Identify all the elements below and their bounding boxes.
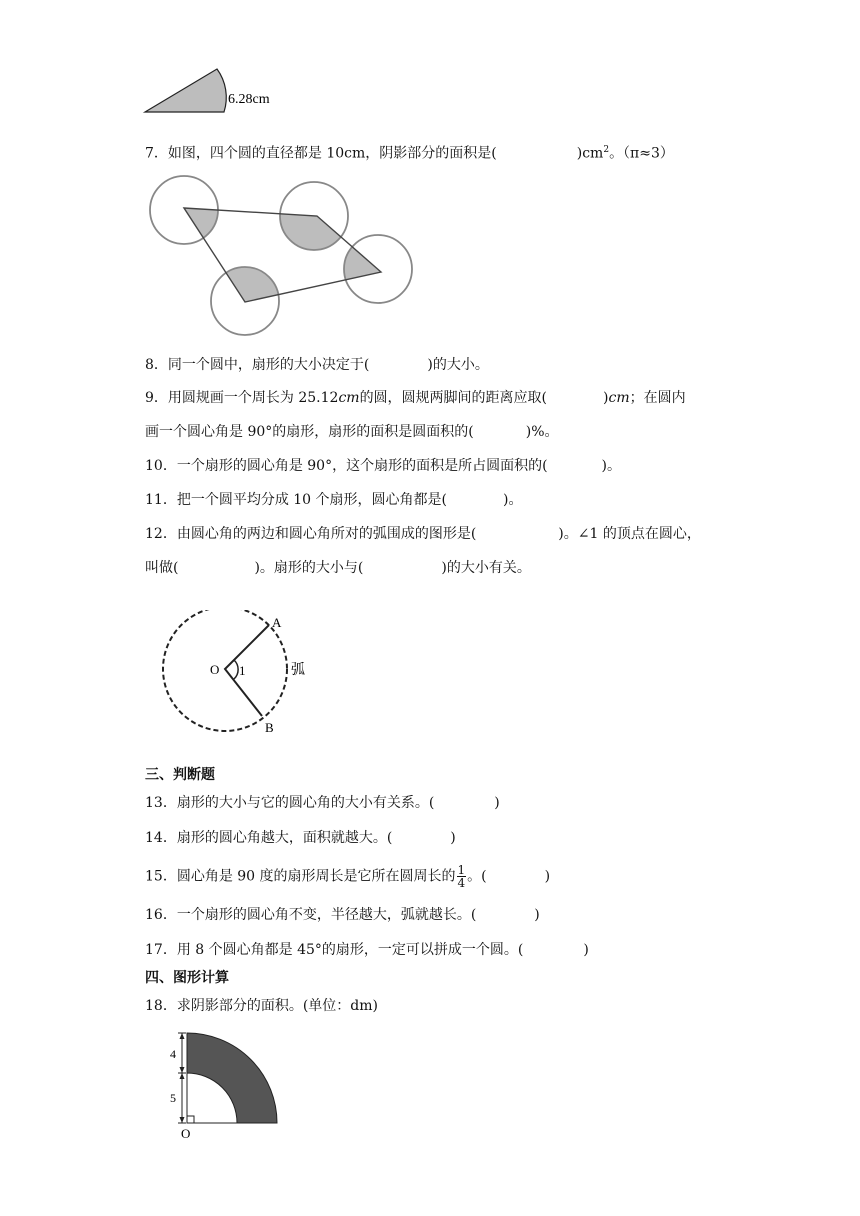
- q16-text-end: ): [534, 907, 540, 923]
- q9-unit: cm: [338, 390, 360, 406]
- sector-figure: [140, 62, 300, 122]
- dim-inner-label: 5: [170, 1091, 176, 1105]
- fraction-one-quarter: [457, 864, 467, 889]
- q17-text: 17．用 8 个圆心角都是 45°的扇形，一定可以拼成一个圆。(: [145, 942, 524, 958]
- q12-text-5: )的大小有关。: [441, 560, 531, 576]
- section-4-heading: 四、图形计算: [145, 970, 229, 986]
- q9-text: 9．用圆规画一个周长为 25.12: [145, 390, 339, 406]
- question-18: [145, 996, 378, 1016]
- q11-text-end: )。: [503, 492, 523, 508]
- question-7: [145, 140, 674, 164]
- question-15: [145, 864, 550, 889]
- question-12-line-1: [145, 524, 701, 544]
- q12-text-4: )。扇形的大小与(: [254, 560, 364, 576]
- question-16: [145, 905, 540, 925]
- q15-text: 15．圆心角是 90 度的扇形周长是它所在圆周长的: [145, 868, 456, 885]
- annulus-sector-figure: [160, 1030, 290, 1145]
- q12-text-3: 叫做(: [145, 560, 179, 576]
- sector-length-label: 6.28cm: [228, 92, 270, 107]
- four-circles-figure: [140, 168, 430, 343]
- q9-text-2: 的圆，圆规两脚间的距离应取(: [359, 390, 548, 406]
- circle-sector-figure: [155, 610, 325, 740]
- q10-text-end: )。: [601, 458, 622, 474]
- q13-text-end: ): [494, 795, 500, 811]
- fraction-denominator: 4: [457, 876, 466, 890]
- dim-outer-label: 4: [170, 1047, 176, 1061]
- q7-unit: )cm: [576, 145, 604, 162]
- question-12-line-2: [145, 558, 531, 578]
- q13-text: 13．扇形的大小与它的圆心角的大小有关系。(: [145, 795, 435, 811]
- question-8: [145, 355, 489, 375]
- q16-text: 16．一个扇形的圆心角不变，半径越大，弧就越长。(: [145, 907, 477, 923]
- q15-text-2: 。(: [467, 868, 487, 885]
- q10-text: 10．一个扇形的圆心角是 90°，这个扇形的面积是所占圆面积的(: [145, 458, 548, 474]
- label-o: O: [181, 1126, 191, 1141]
- question-14: [145, 828, 456, 848]
- q11-text: 11．把一个圆平均分成 10 个扇形，圆心角都是(: [145, 492, 447, 508]
- q14-text: 14．扇形的圆心角越大，面积就越大。(: [145, 830, 393, 846]
- q7-pi: 。（π≈3）: [609, 145, 674, 162]
- q7-sup: 2: [603, 145, 610, 155]
- q8-text-end: )的大小。: [427, 357, 489, 373]
- q8-text: 8．同一个圆中，扇形的大小决定于(: [145, 357, 370, 373]
- q18-text: 18．求阴影部分的面积。(单位：dm): [145, 998, 378, 1014]
- q15-text-end: ): [544, 868, 551, 885]
- question-11: [145, 490, 522, 510]
- q12-text-2: )。∠1 的顶点在圆心，: [558, 526, 701, 542]
- q9-text-3: ；在圆内: [629, 390, 686, 406]
- q9-unit-2: cm: [608, 390, 630, 406]
- q17-text-end: ): [583, 942, 589, 958]
- q9-text-4: 画一个圆心角是 90°的扇形，扇形的面积是圆面积的(: [145, 424, 474, 440]
- label-a: A: [272, 615, 282, 630]
- q9-text-5: )%。: [525, 424, 559, 440]
- q12-text: 12．由圆心角的两边和圆心角所对的弧围成的图形是(: [145, 526, 477, 542]
- label-arc: 弧: [291, 663, 305, 678]
- q14-text-end: ): [450, 830, 456, 846]
- question-17: [145, 940, 589, 960]
- question-10: [145, 456, 621, 476]
- q7-text: 7．如图，四个圆的直径都是 10cm，阴影部分的面积是(: [145, 145, 497, 162]
- question-13: [145, 793, 500, 813]
- fraction-numerator: 1: [457, 863, 466, 877]
- section-3-heading: 三、判断题: [145, 767, 215, 783]
- label-o: O: [210, 662, 220, 677]
- question-9-line-2: [145, 422, 559, 442]
- label-angle-1: 1: [239, 663, 246, 678]
- label-b: B: [265, 720, 274, 735]
- question-9-line-1: 9．用圆规画一个周长为 25.12cm的圆，圆规两脚间的距离应取( )cm；在圆内: [145, 390, 686, 406]
